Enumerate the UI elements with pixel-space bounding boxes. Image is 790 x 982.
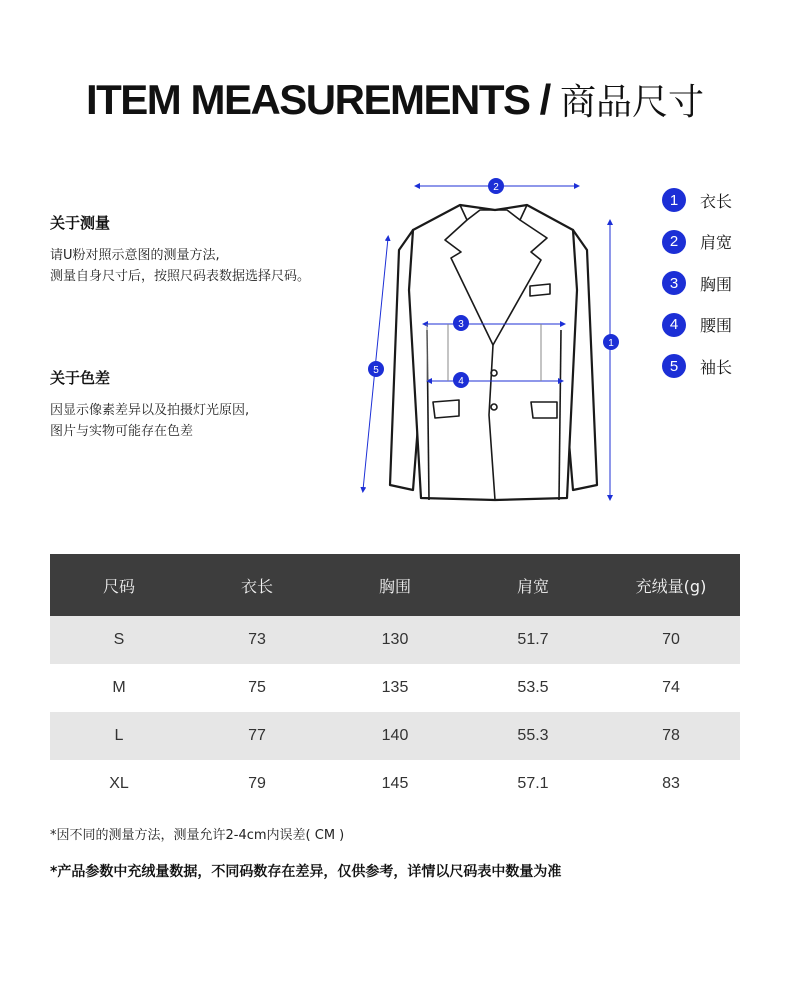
marker-2: 2 — [493, 182, 499, 193]
cell: 53.5 — [517, 679, 549, 696]
marker-1: 1 — [608, 338, 614, 349]
cell: M — [112, 679, 126, 696]
title-en: ITEM MEASUREMENTS / — [85, 76, 550, 123]
header-size: 尺码 — [50, 554, 188, 616]
about-color-block — [50, 367, 249, 442]
cell: 74 — [662, 679, 680, 696]
legend-item — [662, 188, 732, 212]
cell: 130 — [326, 616, 464, 664]
header-down-fill: 充绒量(g) — [602, 554, 740, 616]
legend-number: 4 — [662, 313, 686, 337]
cell: 77 — [188, 712, 326, 760]
legend-item — [662, 354, 732, 378]
cell: 57.1 — [517, 775, 549, 792]
cell: 78 — [602, 712, 740, 760]
about-color-heading: 关于色差 — [50, 369, 111, 387]
about-measure-heading: 关于测量 — [50, 214, 111, 232]
legend-label: 袖长 — [700, 357, 733, 377]
legend-item — [662, 271, 732, 295]
cell: 51.7 — [464, 616, 602, 664]
cell: S — [50, 616, 188, 664]
cell: XL — [109, 775, 129, 792]
blazer-diagram — [355, 170, 635, 510]
table-header-row — [50, 554, 740, 616]
about-color-line2: 图片与实物可能存在色差 — [50, 424, 194, 439]
about-measure-line2: 测量自身尺寸后，按照尺码表数据选择尺码。 — [50, 269, 311, 284]
cell: 140 — [326, 712, 464, 760]
cell: 79 — [248, 775, 266, 792]
cell: 145 — [381, 775, 409, 792]
header-chest: 胸围 — [326, 554, 464, 616]
measurement-note: *因不同的测量方法，测量允许2-4cm内误差( CM ) — [50, 828, 345, 843]
cell: 55.3 — [464, 712, 602, 760]
marker-5: 5 — [373, 365, 379, 376]
legend-label: 腰围 — [700, 316, 733, 335]
table-row — [50, 712, 740, 760]
blazer-outline — [390, 205, 597, 500]
table-row — [50, 616, 740, 664]
legend-number: 3 — [662, 271, 686, 295]
legend-number: 5 — [662, 354, 686, 378]
about-measure-line1: 请U粉对照示意图的测量方法, — [50, 248, 220, 263]
header-length: 衣长 — [188, 554, 326, 616]
legend-item — [662, 313, 732, 337]
down-fill-note: *产品参数中充绒量数据，不同码数存在差异，仅供参考，详情以尺码表中数量为准 — [50, 864, 562, 880]
about-measure-block — [50, 212, 310, 287]
table-row — [50, 664, 740, 712]
legend-label: 胸围 — [700, 274, 733, 294]
marker-4: 4 — [458, 376, 464, 387]
cell: 73 — [188, 616, 326, 664]
title-cn: 商品尺寸 — [560, 82, 705, 123]
legend-number: 1 — [662, 188, 686, 212]
page-title — [0, 72, 790, 131]
marker-3: 3 — [458, 319, 464, 330]
header-shoulder: 肩宽 — [464, 554, 602, 616]
cell: 135 — [381, 679, 409, 696]
cell: L — [50, 712, 188, 760]
size-table — [50, 554, 740, 808]
about-color-line1: 因显示像素差异以及拍摄灯光原因, — [50, 403, 250, 418]
legend-number: 2 — [662, 230, 686, 254]
legend-label: 衣长 — [700, 191, 733, 211]
measurement-legend — [662, 188, 732, 396]
legend-label: 肩宽 — [700, 233, 733, 252]
cell: 83 — [662, 775, 680, 792]
legend-item — [662, 230, 732, 254]
cell: 70 — [602, 616, 740, 664]
table-row — [50, 760, 740, 808]
cell: 75 — [248, 679, 266, 696]
